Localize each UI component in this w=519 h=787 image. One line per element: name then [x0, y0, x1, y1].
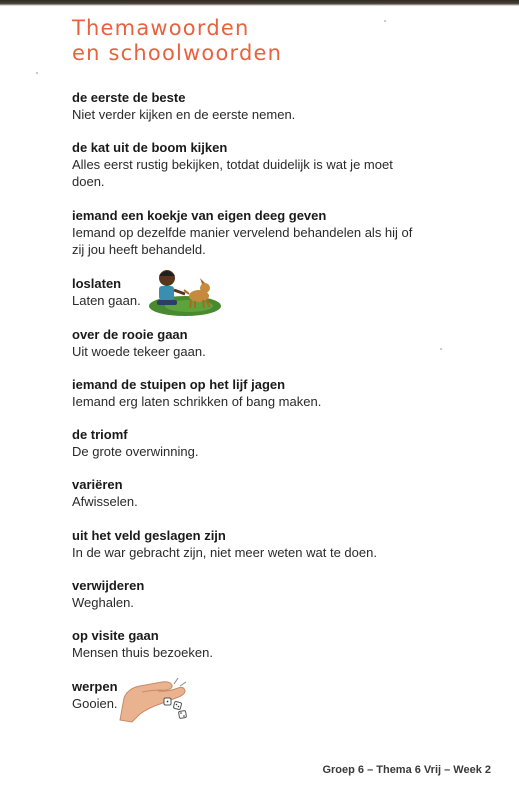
- throwing-hand-illustration: [118, 668, 194, 724]
- entry-definition: Mensen thuis bezoeken.: [72, 645, 213, 660]
- word-entry: [72, 140, 407, 190]
- title-line-1: Themawoorden: [72, 16, 250, 40]
- word-entry: [72, 377, 432, 410]
- entry-term: werpen: [72, 679, 118, 694]
- page-footer: Groep 6 – Thema 6 Vrij – Week 2: [322, 764, 491, 776]
- entry-definition: Niet verder kijken en de eerste nemen.: [72, 107, 296, 122]
- entry-definition: Uit woede tekeer gaan.: [72, 344, 206, 359]
- title-line-2: en schoolwoorden: [72, 41, 283, 65]
- entry-term: de eerste de beste: [72, 90, 186, 105]
- entry-term: de kat uit de boom kijken: [72, 140, 228, 155]
- entry-definition: Alles eerst rustig bekijken, totdat duidelijk is wat je moet doen.: [72, 157, 393, 189]
- entry-definition: De grote overwinning.: [72, 444, 199, 459]
- entry-term: loslaten: [72, 276, 122, 291]
- entry-definition: Iemand op dezelfde manier vervelend behandelen als hij of zij jou heeft behandeld.: [72, 225, 413, 257]
- entry-term: iemand een koekje van eigen deeg geven: [72, 208, 327, 223]
- page-title: [72, 16, 282, 66]
- page-top-edge: [0, 0, 519, 6]
- entry-term: iemand de stuipen op het lijf jagen: [72, 377, 286, 392]
- entry-definition: Gooien.: [72, 696, 118, 711]
- entry-term: uit het veld geslagen zijn: [72, 528, 226, 543]
- entry-definition: Laten gaan.: [72, 293, 141, 308]
- word-entry: [72, 208, 417, 258]
- entry-definition: Weghalen.: [72, 595, 134, 610]
- paper-speck: [36, 72, 38, 74]
- paper-speck: [440, 348, 442, 350]
- word-entry: [72, 327, 432, 360]
- word-entry: [72, 90, 432, 123]
- entry-term: variëren: [72, 477, 123, 492]
- entry-term: op visite gaan: [72, 628, 159, 643]
- word-entry: [72, 427, 432, 460]
- word-entry: [72, 578, 432, 611]
- word-entry: [72, 528, 432, 561]
- child-with-dog-illustration: [143, 266, 223, 318]
- entry-term: de triomf: [72, 427, 128, 442]
- paper-speck: [384, 20, 386, 22]
- word-entry: [72, 628, 432, 661]
- entry-term: over de rooie gaan: [72, 327, 188, 342]
- word-entry: [72, 276, 152, 309]
- entry-definition: Iemand erg laten schrikken of bang maken.: [72, 394, 322, 409]
- entry-definition: Afwisselen.: [72, 494, 138, 509]
- entry-definition: In de war gebracht zijn, niet meer weten wat te doen.: [72, 545, 377, 560]
- entry-term: verwijderen: [72, 578, 145, 593]
- word-entry: [72, 477, 432, 510]
